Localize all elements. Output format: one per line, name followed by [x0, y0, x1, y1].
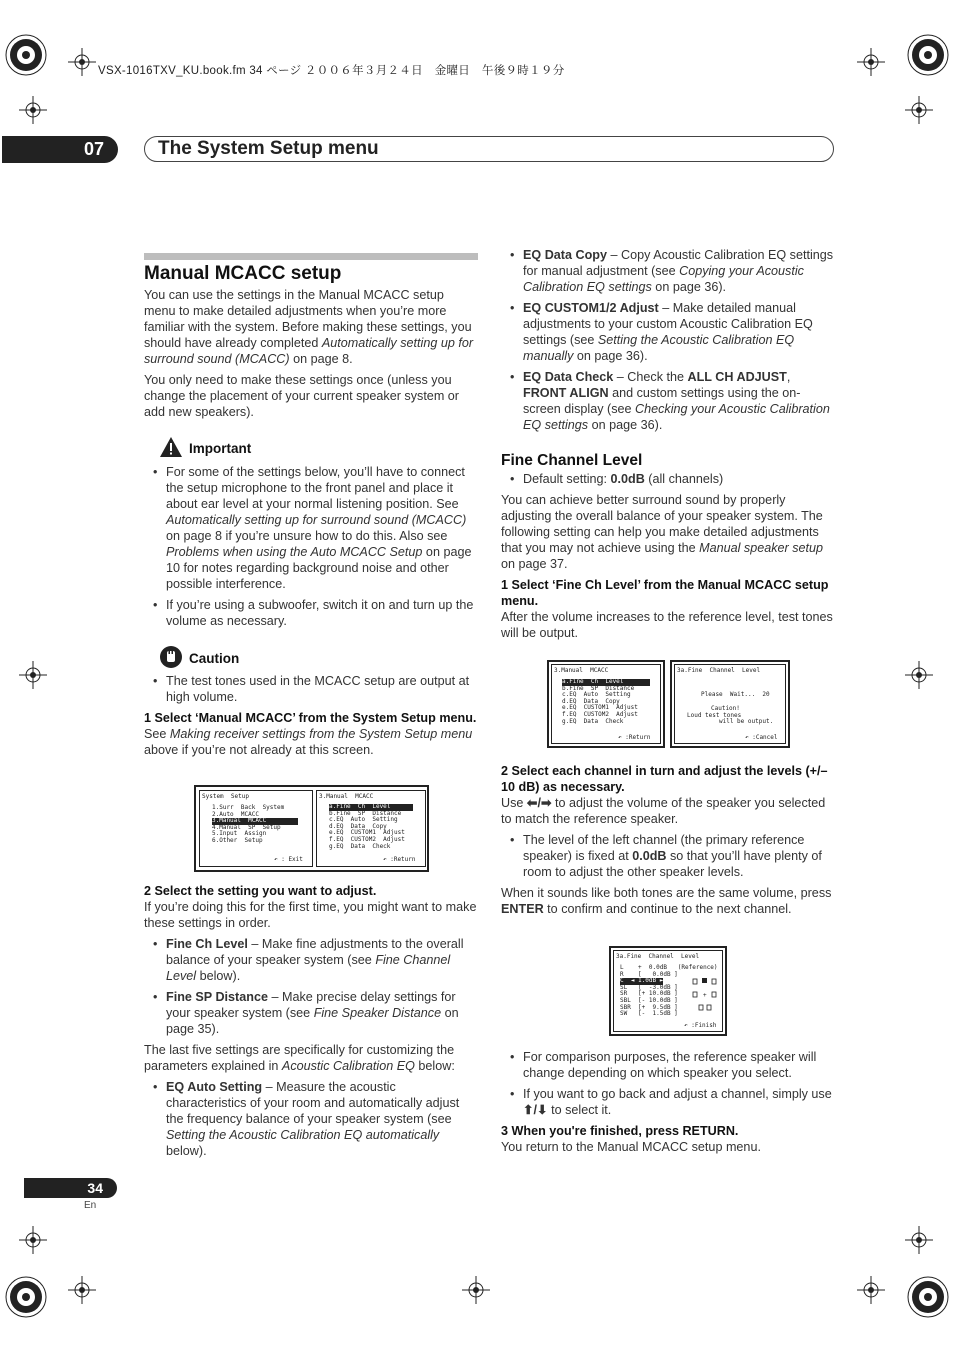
step-text: After the volume increases to the reference level, test tones will be output.	[501, 610, 833, 640]
crosshair-mark-icon	[19, 661, 47, 689]
list-item: • EQ CUSTOM1/2 Adjust – Make detailed manual adjustments to your custom Acoustic Calibration EQ settings (see Setting the Acoustic Calibration EQ manually on page 36).	[501, 300, 835, 364]
chapter-number: 07	[2, 136, 118, 163]
step-title: 3 When you're finished, press RETURN.	[501, 1124, 739, 1138]
osd-item: f.EQ CUSTOM2 Adjust	[329, 836, 405, 843]
important-list	[144, 464, 478, 634]
page-number: 34	[24, 1178, 117, 1198]
file-info: VSX-1016TXV_KU.book.fm 34 ページ ２００６年３月２４日 金曜日 午後９時１９分	[98, 65, 565, 77]
osd-item-selected: a.Fine Ch Level	[329, 804, 413, 811]
osd-item: d.EQ Data Copy	[562, 697, 620, 705]
list-item: • The test tones used in the MCACC setup are output at high volume.	[144, 673, 478, 705]
osd-item: b.Fine SP Distance	[329, 809, 402, 817]
osd-title: 3a.Fine Channel Level	[677, 667, 761, 674]
crosshair-mark-icon	[857, 1276, 885, 1304]
osd-level-row: R [ 0.0dB ]	[620, 970, 678, 978]
section-bar	[144, 253, 478, 260]
fine-channel-section	[501, 471, 835, 646]
osd-title: System Setup	[202, 793, 249, 800]
osd-item: b.Fine SP Distance	[562, 684, 635, 692]
registration-mark-icon	[3, 1274, 49, 1320]
osd-title: 3a.Fine Channel Level	[616, 953, 700, 960]
crosshair-mark-icon	[68, 48, 96, 76]
osd-title: 3.Manual MCACC	[554, 667, 609, 674]
osd-fine-level-wait-screen	[670, 660, 790, 748]
speaker-layout-icon	[692, 977, 718, 1015]
osd-level-row: SBR [+ 9.5dB ]	[620, 1003, 678, 1011]
osd-item-selected: 3.Manual MCACC	[212, 818, 298, 825]
crosshair-mark-icon	[905, 96, 933, 124]
caution-label: Caution	[189, 651, 240, 666]
osd-level-row: SW [- 1.5dB ]	[620, 1010, 678, 1018]
svg-text:+: +	[703, 992, 707, 999]
osd-caution-text: Loud test tones	[687, 711, 742, 719]
osd-item: 5.Input Assign	[212, 830, 267, 838]
osd-item: c.EQ Auto Setting	[329, 816, 398, 824]
list-item: • EQ Auto Setting – Measure the acoustic characteristics of your room and automatically adjust the frequency balance of your speaker system (see Setting the Acoustic Calibration EQ automatically below).	[144, 1079, 478, 1159]
osd-panel	[674, 664, 786, 744]
step-title: 2 Select the setting you want to adjust.	[144, 884, 377, 898]
osd-footer: ↶ :Finish	[684, 1022, 717, 1029]
osd-level-row: SBL [- 10.0dB ]	[620, 997, 678, 1004]
list-item: • Default setting: 0.0dB (all channels)	[501, 471, 835, 487]
osd-wait-text: Please Wait... 20	[701, 691, 770, 698]
osd-item: e.EQ CUSTOM1 Adjust	[562, 704, 638, 712]
osd-item: g.EQ Data Check	[562, 717, 624, 725]
osd-footer: ↶ :Return	[618, 734, 651, 741]
osd-item: 6.Other Setup	[212, 837, 263, 844]
osd-item: f.EQ CUSTOM2 Adjust	[562, 711, 638, 718]
crosshair-mark-icon	[905, 1226, 933, 1254]
step-text: If you’re doing this for the first time, you might want to make these settings in order.	[144, 900, 477, 930]
registration-mark-icon	[905, 32, 951, 78]
osd-panel	[613, 950, 723, 1032]
paragraph: When it sounds like both tones are the same volume, press ENTER to confirm and continue to the next channel.	[501, 886, 832, 916]
list-item: • EQ Data Copy – Copy Acoustic Calibration EQ settings for manual adjustment (see Copying your Acoustic Calibration EQ settings on page 36).	[501, 247, 835, 295]
important-label: Important	[189, 441, 252, 456]
left-right-arrows-icon: ⬅/➡	[526, 796, 552, 810]
osd-item: e.EQ CUSTOM1 Adjust	[329, 829, 405, 837]
step-title: 2 Select each channel in turn and adjust the levels (+/– 10 dB) as necessary.	[501, 764, 828, 794]
up-down-arrows-icon: ⬆/⬇	[523, 1103, 548, 1117]
list-item: • For some of the settings below, you’ll have to connect the setup microphone to the front panel and place it about ear level at your normal listening position. See Automatically setting up for surround sound (MCACC) on page 8 if you’re unsure how to do this. Also see Problems when using the Auto MCACC Setup on page 10 for notes regarding background noise and other possible interference.	[144, 464, 478, 592]
list-item: • If you want to go back and adjust a channel, simply use ⬆/⬇ to select it.	[501, 1086, 835, 1118]
intro-paragraph: You only need to make these settings once (unless you change the placement of your current speaker system or add new speakers).	[144, 373, 460, 419]
osd-item: c.EQ Auto Setting	[562, 691, 631, 699]
osd-manual-mcacc-screen	[547, 660, 665, 748]
osd-item: d.EQ Data Copy	[329, 822, 387, 830]
osd-system-setup-screen	[194, 785, 429, 872]
list-item: • For comparison purposes, the reference speaker will change depending on which speaker you select.	[501, 1049, 835, 1081]
intro-paragraph: You can use the settings in the Manual MCACC setup menu to make detailed adjustments when you’re more familiar with the system. Before making these settings, you should have already completed Automatically setting up for surround sound (MCACC) on page 8.	[144, 288, 474, 366]
right-column-bottom	[501, 1049, 835, 1160]
right-column-top	[501, 247, 835, 438]
step-text: See Making receiver settings from the System Setup menu above if you’re not already at this screen.	[144, 727, 473, 757]
warning-icon	[159, 436, 183, 458]
list-item: • Fine Ch Level – Make fine adjustments to the overall balance of your speaker system (see Fine Channel Level below).	[144, 936, 478, 984]
crosshair-mark-icon	[857, 48, 885, 76]
osd-item: 2.Auto MCACC	[212, 810, 259, 818]
osd-panel	[316, 790, 426, 867]
step2-right-section	[501, 763, 835, 922]
crosshair-mark-icon	[462, 1276, 490, 1304]
chapter-title: The System Setup menu	[158, 138, 379, 159]
osd-caution-text: will be output.	[719, 718, 774, 726]
caution-and-steps	[144, 673, 478, 763]
language-label: En	[84, 1200, 97, 1211]
osd-level-row: L + 0.0dB (Reference)	[620, 964, 718, 971]
osd-item: 4.Manual SP Setup	[212, 823, 281, 831]
section-heading: Manual MCACC setup	[144, 263, 342, 284]
crosshair-mark-icon	[905, 661, 933, 689]
osd-footer: ↶ :Cancel	[745, 734, 778, 741]
osd-caution-text: Caution!	[711, 705, 740, 712]
paragraph: The last five settings are specifically for customizing the parameters explained in Acoustic Calibration EQ below:	[144, 1043, 455, 1073]
list-item: • Fine SP Distance – Make precise delay settings for your speaker system (see Fine Speaker Distance on page 35).	[144, 989, 478, 1037]
osd-title: 3.Manual MCACC	[319, 793, 374, 800]
step-title: 1 Select ‘Manual MCACC’ from the System Setup menu.	[144, 711, 477, 725]
registration-mark-icon	[3, 32, 49, 78]
left-column	[144, 287, 478, 425]
osd-fine-level-adjust-screen	[609, 946, 727, 1036]
osd-footer: ↶ :Return	[383, 856, 416, 863]
osd-panel	[551, 664, 661, 744]
step-text: You return to the Manual MCACC setup menu.	[501, 1140, 761, 1154]
subsection-heading: Fine Channel Level	[501, 452, 643, 469]
osd-footer: ↶ : Exit	[274, 856, 303, 863]
osd-level-row: SL [ -3.0dB ]	[620, 983, 678, 991]
registration-mark-icon	[905, 1274, 951, 1320]
osd-panel	[199, 790, 313, 867]
paragraph: You can achieve better surround sound by properly adjusting the overall balance of your speaker system. The following setting can help you make detailed adjustments that you may not achieve using the Manual speaker setup on page 37.	[501, 493, 824, 571]
osd-level-row-selected: C ◄ 1.0dB ►	[620, 977, 664, 985]
step2-section	[144, 883, 478, 1164]
list-item: • If you’re using a subwoofer, switch it on and turn up the volume as necessary.	[144, 597, 478, 629]
osd-item-selected: a.Fine Ch Level	[562, 679, 650, 686]
list-item: • EQ Data Check – Check the ALL CH ADJUST, FRONT ALIGN and custom settings using the on-screen display (see Checking your Acoustic Calibration EQ settings on page 36).	[501, 369, 835, 433]
step-text: Use ⬅/➡ to adjust the volume of the speaker you selected to match the reference speaker.	[501, 796, 826, 826]
list-item: • The level of the left channel (the primary reference speaker) is fixed at 0.0dB so that you’ll have plenty of room to adjust the other speaker levels.	[501, 832, 835, 880]
crosshair-mark-icon	[19, 1226, 47, 1254]
crosshair-mark-icon	[68, 1276, 96, 1304]
osd-level-row: SR [+ 10.0dB ]	[620, 990, 678, 998]
osd-item: 1.Surr Back System	[212, 804, 285, 811]
step-title: 1 Select ‘Fine Ch Level’ from the Manual MCACC setup menu.	[501, 578, 829, 608]
crosshair-mark-icon	[19, 96, 47, 124]
hand-stop-icon	[159, 645, 183, 669]
osd-item: g.EQ Data Check	[329, 842, 391, 850]
